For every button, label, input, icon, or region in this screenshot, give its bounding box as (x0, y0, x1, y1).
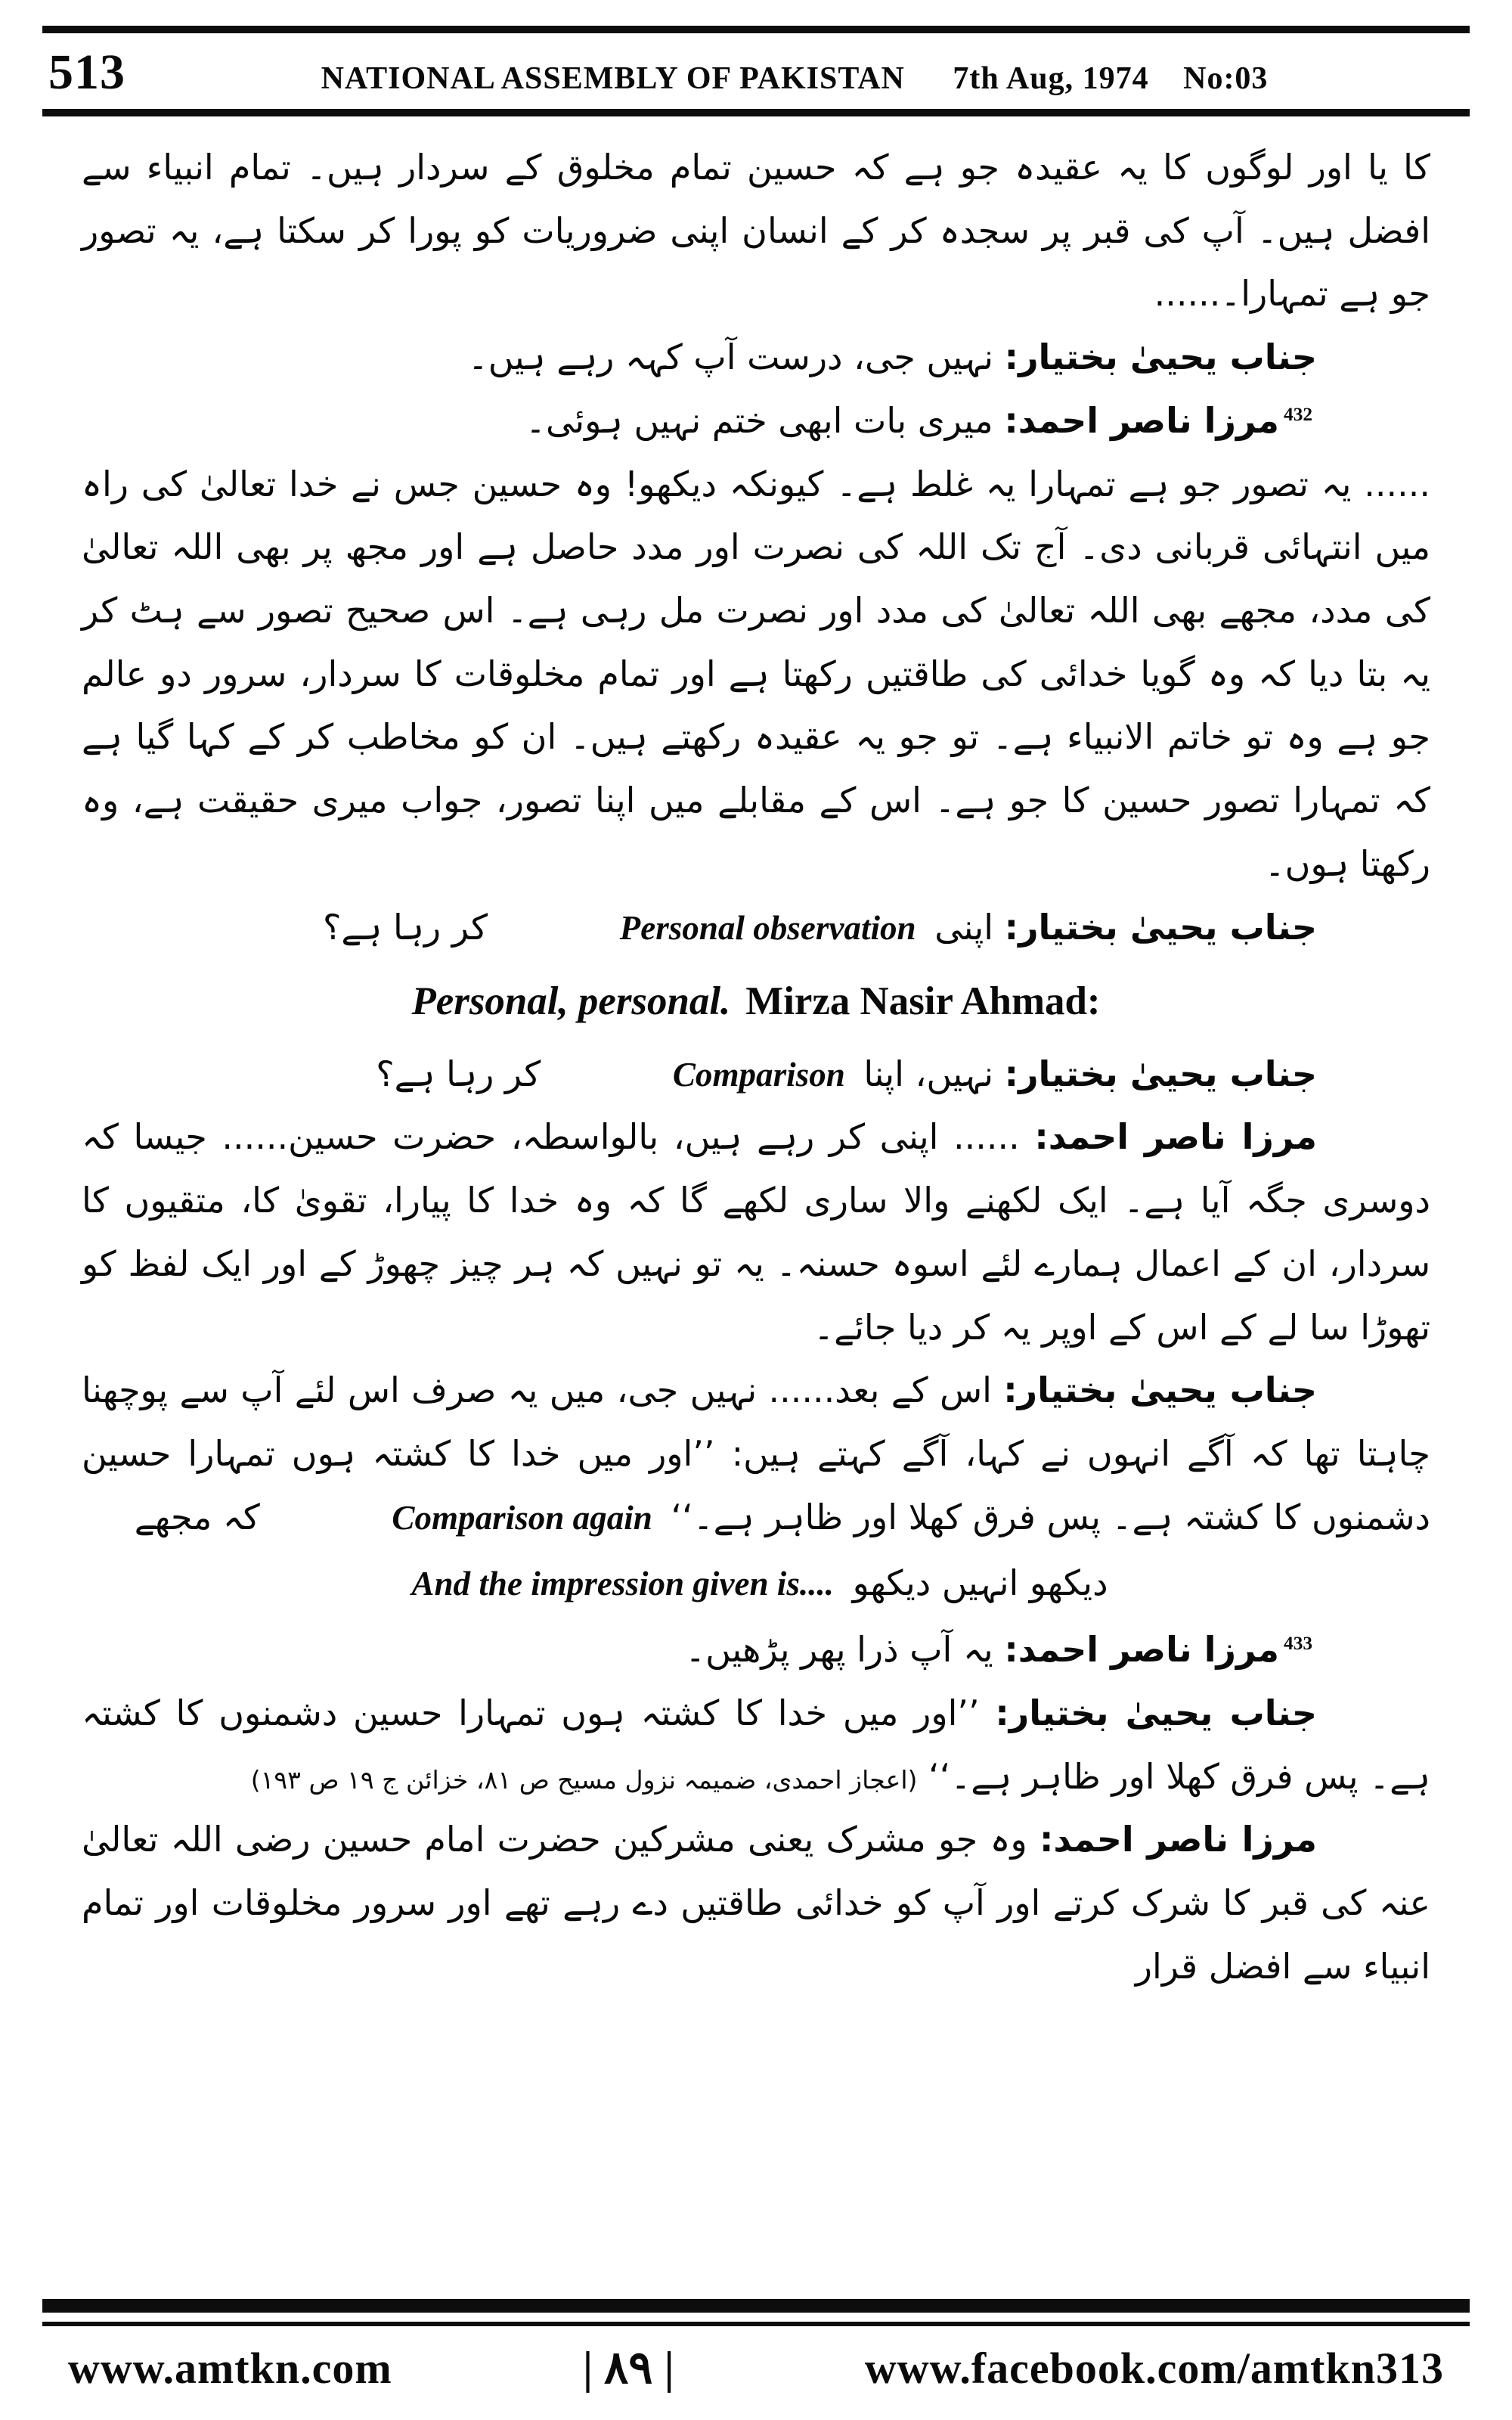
urdu-text: ’’اور میں خدا کا کشتہ ہوں تمہارا حسین دشمنوں کا کشتہ ہے۔ پس فرق کھلا اور ظاہر ہے۔‘‘ (82, 1692, 1430, 1797)
assembly-title: NATIONAL ASSEMBLY OF PAKISTAN (321, 61, 905, 96)
urdu-text: مرزا ناصر احمد: (1004, 399, 1280, 441)
english-phrase: Personal, personal. (411, 979, 731, 1024)
urdu-text: جناب یحییٰ بختیار: (1003, 1370, 1317, 1411)
page-number: 513 (48, 45, 125, 100)
footnote-marker: 433 (1284, 1632, 1312, 1654)
urdu-text: مرزا ناصر احمد: (1039, 1819, 1317, 1860)
issue-number: No:03 (1183, 61, 1269, 96)
english-phrase: Mirza Nasir Ahmad: (745, 979, 1101, 1024)
footer-right-url: www.facebook.com/amtkn313 (864, 2343, 1444, 2393)
footer-left-url: www.amtkn.com (68, 2343, 392, 2393)
speech-yahya-bakhtiar (82, 1043, 1430, 1106)
urdu-text: جناب یحییٰ بختیار: (1004, 906, 1317, 948)
urdu-text: مرزا ناصر احمد: (1004, 1629, 1280, 1671)
english-phrase: Personal observation (619, 908, 916, 947)
page-header (0, 33, 1512, 109)
document-body (0, 116, 1512, 2254)
urdu-text: جناب یحییٰ بختیار: (1004, 1053, 1317, 1094)
urdu-text: کر رہا ہے؟ (376, 1053, 552, 1094)
urdu-text: جناب یحییٰ بختیار: (1004, 337, 1317, 378)
urdu-text: دیکھو انہیں دیکھو (841, 1562, 1108, 1604)
urdu-text: جناب یحییٰ بختیار: (995, 1692, 1317, 1733)
urdu-text: نہیں جی، درست آپ کہہ رہے ہیں۔ (467, 337, 1005, 378)
english-phrase: Comparison (672, 1055, 845, 1094)
urdu-text: ...... اپنی کر رہے ہیں، بالواسطہ، حضرت حسین...... جیسا کہ دوسری جگہ آیا ہے۔ ایک لکھنے والا ساری لکھے گا کہ وہ خدا کا پیارا، تقویٰ کا، متقیوں کا سردار، ان کے اعمال ہمارے لئے اسوہ حسنہ۔ یہ تو نہیں کہ ہر چیز چھوڑ کے اور ایک لفظ کو تھوڑا سا لے کے اس کے اوپر یہ کر دیا جائے۔ (82, 1116, 1430, 1348)
english-phrase: And the impression given is.... (411, 1565, 834, 1603)
urdu-text: (اعجاز احمدی، ضمیمہ نزول مسیح ص ۸۱، خزائن ج ۱۹ ص ۱۹۳) (250, 1764, 918, 1795)
urdu-text: مرزا ناصر احمد: (1034, 1116, 1317, 1158)
header-rule (42, 109, 1470, 116)
speech-mirza-nasir-ahmad-english (82, 963, 1430, 1038)
urdu-text: یہ آپ ذرا پھر پڑھیں۔ (685, 1629, 1005, 1671)
masthead-title-block (125, 60, 1464, 97)
mixed-english-urdu-line (82, 1552, 1430, 1615)
page-footer (0, 2299, 1512, 2394)
urdu-text: وہ جو مشرک یعنی مشرکین حضرت امام حسین رضی اللہ تعالیٰ عنہ کی قبر کا شرک کرتے اور آپ کو خدائی طاقتیں دے رہے تھے اور سرور مخلوقات اور تمام انبیاء سے افضل قرار (82, 1819, 1430, 1987)
english-phrase: Comparison again (392, 1498, 652, 1537)
urdu-text: کہ مجھے (134, 1496, 271, 1537)
urdu-text: اپنی (923, 906, 1005, 948)
speech-yahya-bakhtiar-quote (82, 1682, 1430, 1808)
footnote-marker: 432 (1284, 403, 1312, 425)
urdu-text: میری بات ابھی ختم نہیں ہوئی۔ (525, 399, 1005, 441)
top-rule (42, 26, 1470, 33)
speech-mirza-nasir-ahmad (82, 1808, 1430, 1998)
body-paragraph-continuation (82, 136, 1430, 326)
footer-page-number: | ۸۹ | (582, 2343, 674, 2393)
urdu-text: اس کے بعد...... نہیں جی، میں یہ صرف اس لئے آپ سے پوچھنا چاہتا تھا کہ آگے انہوں نے کہا، آگے کہتے ہیں: ’’اور میں خدا کا کشتہ ہوں تمہارا حسین دشمنوں کا کشتہ ہے۔ پس فرق کھلا اور ظاہر ہے۔‘‘ (82, 1370, 1430, 1537)
body-paragraph (82, 453, 1430, 896)
footer-rule-thick (42, 2299, 1470, 2313)
speech-mirza-nasir-ahmad (82, 389, 1430, 453)
footer-text-row (0, 2326, 1512, 2394)
speech-mirza-nasir-ahmad (82, 1106, 1430, 1359)
speech-yahya-bakhtiar (82, 896, 1430, 960)
urdu-text: کر رہا ہے؟ (323, 906, 499, 948)
session-date: 7th Aug, 1974 (953, 61, 1149, 96)
urdu-text: ...... یہ تصور جو ہے تمہارا یہ غلط ہے۔ کیونکہ دیکھو! وہ حسین جس نے خدا تعالیٰ کی راہ میں انتہائی قربانی دی۔ آج تک اللہ کی نصرت اور مدد حاصل ہے اور مجھ پر بھی اللہ تعالیٰ کی مدد، مجھے بھی اللہ تعالیٰ کی مدد اور نصرت مل رہی ہے۔ اس صحیح تصور سے ہٹ کر یہ بتا دیا کہ وہ گویا خدائی کی طاقتیں رکھتا ہے اور تمام مخلوقات کا سردار، سرور دو عالم جو ہے وہ تو خاتم الانبیاء ہے۔ تو جو یہ عقیدہ رکھتے ہیں۔ ان کو مخاطب کر کے کہا گیا ہے کہ تمہارا تصور حسین کا جو ہے۔ اس کے مقابلے میں اپنا تصور، جواب میری حقیقت ہے، وہ رکھتا ہوں۔ (82, 463, 1430, 884)
speech-yahya-bakhtiar (82, 1359, 1430, 1549)
speech-yahya-bakhtiar (82, 326, 1430, 389)
urdu-text: نہیں، اپنا (852, 1053, 1005, 1094)
urdu-text: کا یا اور لوگوں کا یہ عقیدہ جو ہے کہ حسین تمام مخلوق کے سردار ہیں۔ تمام انبیاء سے افضل ہیں۔ آپ کی قبر پر سجدہ کر کے انسان اپنی ضروریات کو پورا کر سکتا ہے، یہ تصور جو ہے تمہارا۔...... (82, 147, 1430, 315)
speech-mirza-nasir-ahmad (82, 1618, 1430, 1682)
